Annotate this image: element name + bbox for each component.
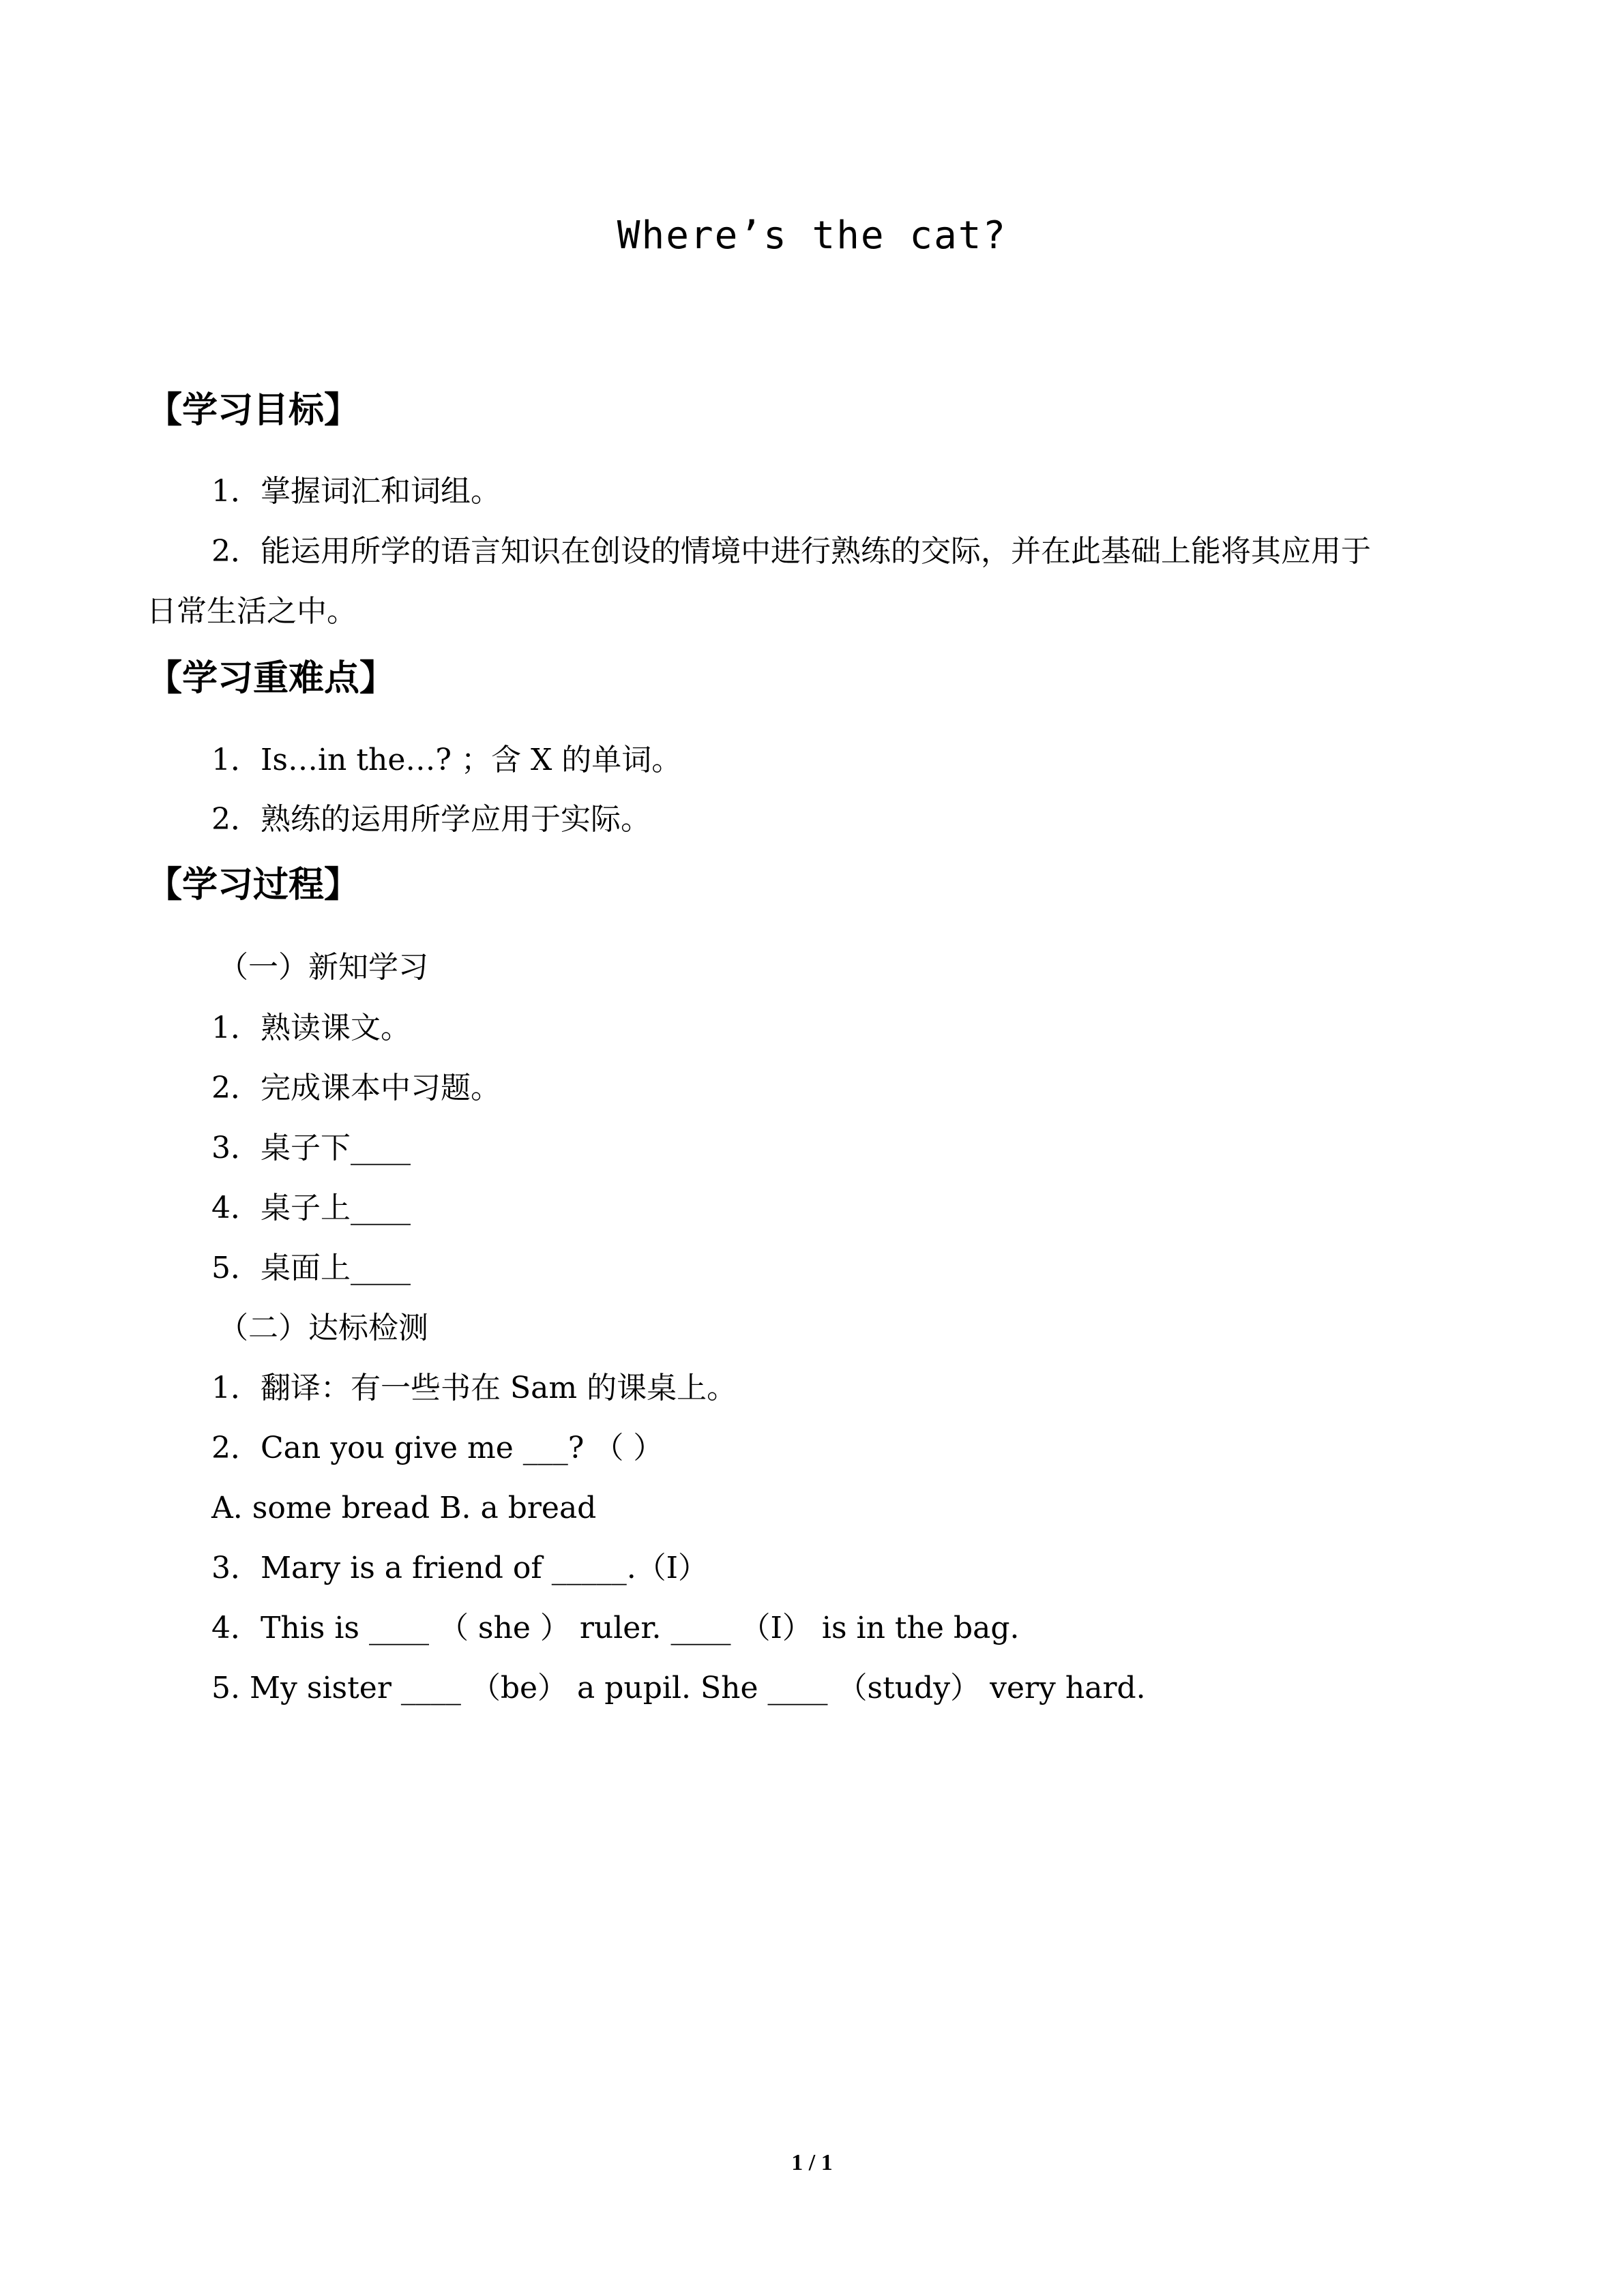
key-point-item: 1．Is…in the…? ；含 X 的单词。 bbox=[211, 743, 682, 777]
process-part2-item: 5. My sister ____ （be） a pupil. She ____ （study） very hard. bbox=[211, 1671, 1146, 1705]
process-part1-item: 3．桌子下____ bbox=[211, 1131, 411, 1165]
objective-item: 1．掌握词汇和词组。 bbox=[211, 474, 501, 509]
objective-item: 2．能运用所学的语言知识在创设的情境中进行熟练的交际，并在此基础上能将其应用于 bbox=[211, 534, 1371, 569]
process-part1-item: 1．熟读课文。 bbox=[211, 1011, 411, 1045]
section-heading-key-points: 【学习重难点】 bbox=[147, 658, 396, 699]
process-part1-label: （一）新知学习 bbox=[218, 950, 428, 985]
key-point-item: 2．熟练的运用所学应用于实际。 bbox=[211, 802, 651, 837]
process-part2-label: （二）达标检测 bbox=[218, 1311, 428, 1345]
process-part2-item: 2．Can you give me ___? （ ） bbox=[211, 1431, 664, 1465]
process-part2-item: 4．This is ____ （ she ） ruler. ____ （I） is in the bag. bbox=[211, 1611, 1020, 1645]
process-part1-item: 2．完成课本中习题。 bbox=[211, 1071, 501, 1105]
section-heading-process: 【学习过程】 bbox=[147, 865, 360, 906]
section-heading-objectives: 【学习目标】 bbox=[147, 390, 360, 431]
process-part1-item: 4．桌子上____ bbox=[211, 1191, 411, 1225]
document-title: Where’s the cat? bbox=[617, 213, 1007, 258]
objective-item-continued: 日常生活之中。 bbox=[147, 594, 357, 629]
process-part2-option: A. some bread B. a bread bbox=[211, 1491, 597, 1525]
process-part2-item: 3．Mary is a friend of _____.（I） bbox=[211, 1551, 709, 1585]
page-number: 1 / 1 bbox=[791, 2150, 833, 2175]
process-part1-item: 5．桌面上____ bbox=[211, 1251, 411, 1285]
process-part2-item: 1．翻译：有一些书在 Sam 的课桌上。 bbox=[211, 1371, 737, 1405]
